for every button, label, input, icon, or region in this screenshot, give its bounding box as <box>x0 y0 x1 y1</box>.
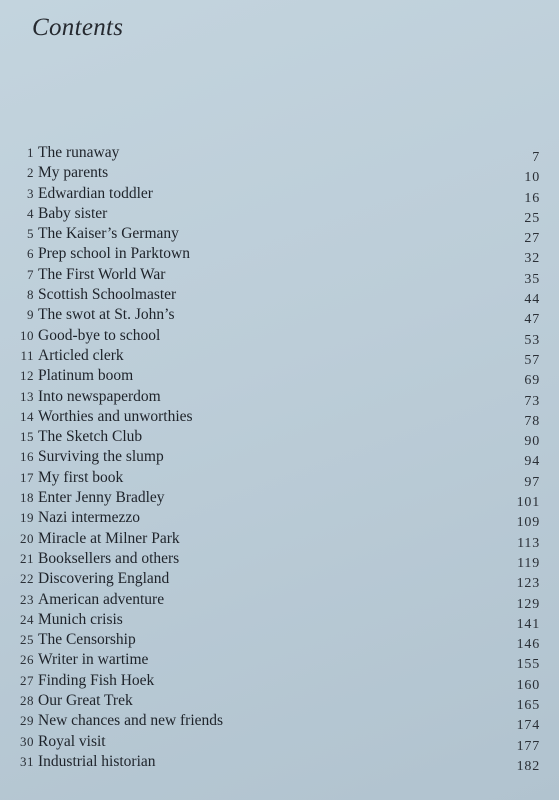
chapter-title: Finding Fish Hoek <box>38 671 155 689</box>
chapter-title: Articled clerk <box>38 346 124 364</box>
page-number: 94 <box>524 454 540 470</box>
chapter-number: 7 <box>27 266 34 282</box>
toc-entry[interactable] <box>0 143 559 163</box>
chapter-title: Edwardian toddler <box>38 184 153 202</box>
page-number: 57 <box>524 352 540 368</box>
chapter-title: Scottish Schoolmaster <box>38 286 177 304</box>
chapter-title: American adventure <box>38 590 165 608</box>
toc-entry[interactable] <box>0 549 559 569</box>
page-number: 182 <box>516 758 540 774</box>
chapter-number: 2 <box>27 165 34 181</box>
chapter-number: 15 <box>20 429 34 445</box>
page-number: 101 <box>516 495 540 511</box>
chapter-number: 16 <box>20 449 34 465</box>
toc-entry[interactable] <box>0 732 559 752</box>
chapter-number: 13 <box>20 388 34 404</box>
toc-entry[interactable] <box>0 610 559 630</box>
page-number: 174 <box>516 718 540 734</box>
chapter-number: 10 <box>20 327 34 343</box>
page-title: Contents <box>32 14 124 41</box>
toc-entry[interactable] <box>0 184 559 204</box>
page-number: 129 <box>516 596 540 612</box>
toc-entry[interactable] <box>0 691 559 714</box>
page-number: 165 <box>516 698 540 714</box>
chapter-number: 30 <box>20 733 34 749</box>
page-number: 146 <box>516 637 540 653</box>
toc-entry[interactable] <box>0 650 559 673</box>
chapter-title: Into newspaperdom <box>38 387 161 405</box>
toc-entry[interactable] <box>0 346 559 366</box>
toc-entry[interactable] <box>0 387 559 407</box>
page-number: 113 <box>517 535 540 551</box>
chapter-number: 18 <box>20 490 34 506</box>
chapter-number: 19 <box>20 510 34 526</box>
page-number: 109 <box>516 515 540 531</box>
chapter-number: 3 <box>27 185 34 201</box>
chapter-number: 25 <box>20 632 34 648</box>
chapter-title: Platinum boom <box>38 367 134 385</box>
chapter-title: The Kaiser’s Germany <box>38 225 179 243</box>
page-number: 35 <box>524 271 540 287</box>
chapter-number: 26 <box>20 652 34 668</box>
chapter-title: The First World War <box>38 265 166 283</box>
chapter-title: Writer in wartime <box>38 651 149 669</box>
page-number: 90 <box>524 434 540 450</box>
page-number: 123 <box>516 576 540 592</box>
chapter-number: 8 <box>27 287 34 303</box>
chapter-title: Enter Jenny Bradley <box>38 489 165 507</box>
chapter-title: The Sketch Club <box>38 428 143 446</box>
chapter-title: Good-bye to school <box>38 326 161 344</box>
chapter-title: Industrial historian <box>38 752 156 770</box>
chapter-number: 12 <box>20 368 34 384</box>
page-number: 78 <box>524 413 540 429</box>
chapter-number: 17 <box>20 469 34 485</box>
chapter-number: 11 <box>20 347 34 363</box>
page-number: 47 <box>524 312 540 328</box>
chapter-title: My parents <box>38 164 109 182</box>
toc-entry[interactable] <box>0 529 559 549</box>
toc-entry[interactable] <box>0 752 559 772</box>
toc-entry[interactable] <box>0 265 559 285</box>
chapter-number: 5 <box>27 226 34 242</box>
toc-entry[interactable] <box>0 244 559 267</box>
page-number: 27 <box>524 231 540 247</box>
toc-entry[interactable] <box>0 407 559 427</box>
toc-entry[interactable] <box>0 224 559 247</box>
chapter-number: 28 <box>20 693 34 709</box>
toc-entry[interactable] <box>0 590 559 610</box>
toc-list <box>0 143 559 772</box>
toc-entry[interactable] <box>0 630 559 653</box>
chapter-number: 20 <box>20 530 34 546</box>
page-number: 119 <box>517 555 540 571</box>
page-number: 155 <box>516 657 540 673</box>
chapter-title: My first book <box>38 468 124 486</box>
chapter-number: 21 <box>20 550 34 566</box>
chapter-title: Miracle at Milner Park <box>38 529 180 547</box>
page-number: 44 <box>524 292 540 308</box>
toc-entry[interactable] <box>0 508 559 531</box>
page-number: 7 <box>532 150 540 165</box>
page-number: 177 <box>516 738 540 754</box>
chapter-number: 22 <box>20 571 34 587</box>
chapter-title: Our Great Trek <box>38 692 133 710</box>
chapter-title: Munich crisis <box>38 610 123 628</box>
chapter-title: The runaway <box>38 144 120 161</box>
page-number: 16 <box>524 190 540 206</box>
chapter-title: The swot at St. John’s <box>38 306 175 324</box>
chapter-title: The Censorship <box>38 631 136 649</box>
chapter-number: 6 <box>27 246 34 262</box>
toc-entry[interactable] <box>0 569 559 592</box>
chapter-number: 27 <box>20 672 34 688</box>
chapter-number: 24 <box>20 611 34 627</box>
page-number: 73 <box>524 393 540 409</box>
chapter-title: Discovering England <box>38 570 170 588</box>
page-number: 32 <box>524 251 540 267</box>
chapter-title: Booksellers and others <box>38 549 180 567</box>
toc-entry[interactable] <box>0 427 559 450</box>
chapter-number: 29 <box>20 713 34 729</box>
toc-entry[interactable] <box>0 204 559 224</box>
toc-entry[interactable] <box>0 305 559 328</box>
toc-entry[interactable] <box>0 366 559 389</box>
chapter-title: Nazi intermezzo <box>38 509 140 527</box>
chapter-title: New chances and new friends <box>38 712 224 730</box>
page-number: 141 <box>516 616 540 632</box>
toc-entry[interactable] <box>0 711 559 734</box>
chapter-number: 1 <box>27 145 34 160</box>
toc-entry[interactable] <box>0 326 559 346</box>
page-number: 25 <box>524 210 540 226</box>
page-number: 69 <box>524 373 540 389</box>
chapter-number: 31 <box>20 753 34 769</box>
chapter-title: Prep school in Parktown <box>38 245 190 263</box>
chapter-number: 14 <box>20 408 34 424</box>
chapter-number: 4 <box>27 205 34 221</box>
toc-entry[interactable] <box>0 285 559 308</box>
page-number: 10 <box>524 170 540 186</box>
chapter-title: Surviving the slump <box>38 448 164 466</box>
toc-entry[interactable] <box>0 488 559 511</box>
chapter-title: Baby sister <box>38 204 108 222</box>
chapter-number: 23 <box>20 591 34 607</box>
toc-entry[interactable] <box>0 671 559 691</box>
toc-entry[interactable] <box>0 468 559 488</box>
chapter-title: Worthies and unworthies <box>38 407 193 425</box>
page-number: 160 <box>516 677 540 693</box>
toc-entry[interactable] <box>0 447 559 470</box>
chapter-number: 9 <box>27 307 34 323</box>
toc-entry[interactable] <box>0 163 559 186</box>
page-number: 97 <box>524 474 540 490</box>
page-number: 53 <box>524 332 540 348</box>
chapter-title: Royal visit <box>38 732 106 750</box>
